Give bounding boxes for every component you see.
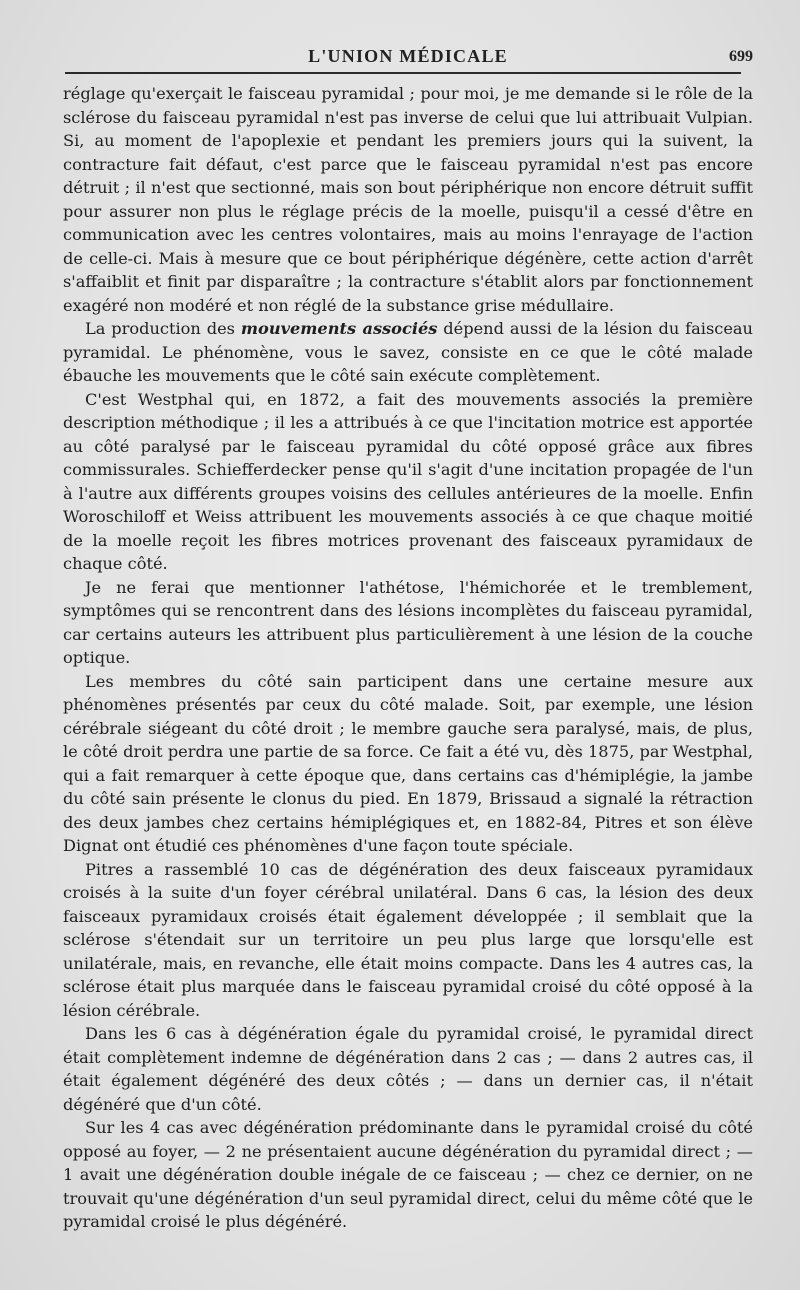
page-header [63,40,753,70]
paragraph: C'est Westphal qui, en 1872, a fait des mouvements associés la première description méthodique ; il les a attribués à ce que l'incitation motrice est apportée au côté paralysé par le faisceau pyramidal du côté opposé grâce aux fibres commissurales. Schiefferdecker pense qu'il s'agit d'une incitation propagée de l'un à l'autre aux différents groupes voisins des cellules antérieures de la moelle. Enfin Woroschiloff et Weiss attribuent les mouvements associés à ce que chaque moitié de la moelle reçoit les fibres motrices provenant des faisceaux pyramidaux de chaque côté. [63,389,753,573]
paragraph: Dans les 6 cas à dégénération égale du pyramidal croisé, le pyramidal direct était complètement indemne de dégénération dans 2 cas ; — dans 2 autres cas, il était également dégénéré des deux côtés ; — dans un dernier cas, il n'était dégénéré que d'un côté. [63,1024,753,1114]
page-number: 699 [729,48,753,65]
running-title: L'UNION MÉDICALE [308,46,508,66]
paragraph: Je ne ferai que mentionner l'athétose, l'hémichorée et le tremblement, symptômes qui se rencontrent dans des lésions incomplètes du faisceau pyramidal, car certains auteurs les attribuent plus particulièrement à une lésion de la couche optique. [63,577,753,667]
paragraph: Pitres a rassemblé 10 cas de dégénération des deux faisceaux pyramidaux croisés à la suite d'un foyer cérébral unilatéral. Dans 6 cas, la lésion des deux faisceaux pyramidaux croisés était également développée ; il semblait que la sclérose s'étendait sur un territoire un peu plus large que lorsqu'elle est unilatérale, mais, en revanche, elle était moins compacte. Dans les 4 autres cas, la sclérose était plus marquée dans le faisceau pyramidal croisé du côté opposé à la lésion cérébrale. [63,859,753,1020]
header-rule [65,72,741,74]
paragraph-text: La production des [85,319,241,338]
italic-term: mouvements associés [240,319,438,338]
paragraph-text: dépend aussi de la lésion du faisceau pyramidal. Le phénomène, vous le savez, consiste en ce que le côté malade ébauche les mouvements que le côté sain exécute complètement. [63,319,753,385]
paragraph: Sur les 4 cas avec dégénération prédominante dans le pyramidal croisé du côté opposé au foyer, — 2 ne présentaient aucune dégénération du pyramidal direct ; — 1 avait une dégénération double inégale de ce faisceau ; — chez ce dernier, on ne trouvait qu'une dégénération d'un seul pyramidal direct, celui du même côté que le pyramidal croisé le plus dégénéré. [63,1118,753,1231]
paragraph: Les membres du côté sain participent dans une certaine mesure aux phénomènes présentés par ceux du côté malade. Soit, par exemple, une lésion cérébrale siégeant du côté droit ; le membre gauche sera paralysé, mais, de plus, le côté droit perdra une partie de sa force. Ce fait a été vu, dès 1875, par Westphal, qui a fait remarquer à cette époque que, dans certains cas d'hémiplégie, la jambe du côté sain présente le clonus du pied. En 1879, Brissaud a signalé la rétraction des deux jambes chez certains hémiplégiques et, en 1882-84, Pitres et son élève Dignat ont étudié ces phénomènes d'une façon toute spéciale. [63,671,753,855]
body-text [63,82,753,1234]
paragraph: réglage qu'exerçait le faisceau pyramidal ; pour moi, je me demande si le rôle de la sclérose du faisceau pyramidal n'est pas inverse de celui que lui attribuait Vulpian. Si, au moment de l'apoplexie et pendant les premiers jours qui la suivent, la contracture fait défaut, c'est parce que le faisceau pyramidal n'est pas encore détruit ; il n'est que sectionné, mais son bout périphérique non encore détruit suffit pour assurer non plus le réglage précis de la moelle, puisqu'il a cessé d'être en communication avec les centres volontaires, mais au moins l'enrayage de l'action de celle-ci. Mais à mesure que ce bout périphérique dégénère, cette action d'arrêt s'affaiblit et finit par disparaître ; la contracture s'établit alors par fonctionnement exagéré non modéré et non réglé de la substance grise médullaire. [63,84,753,315]
paragraph [63,317,753,388]
